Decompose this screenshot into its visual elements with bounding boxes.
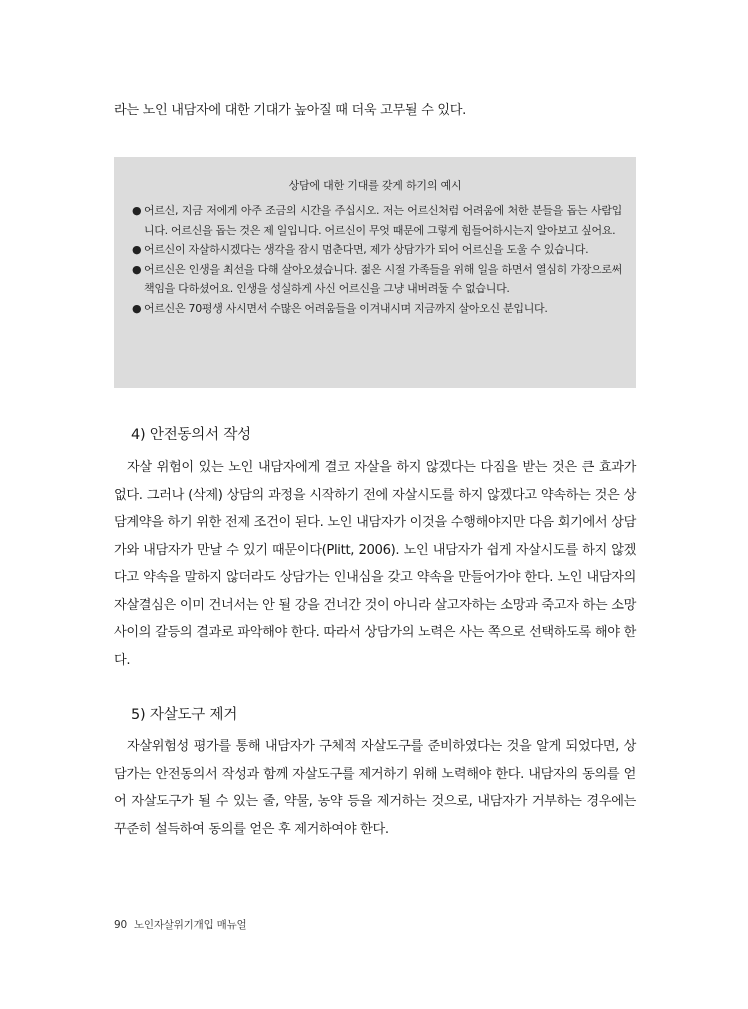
example-item-text: 어르신은 70평생 사시면서 수많은 어려움들을 이겨내시며 지금까지 살아오신 분입니다.	[144, 301, 548, 315]
example-item	[132, 201, 622, 240]
bullet-icon: ●	[132, 243, 142, 256]
example-item-text: 어르신은 인생을 최선을 다해 살아오셨습니다. 젊은 시절 가족들을 위해 일을 하면서 열심히 가장으로써 책임을 다하셨어요. 인생을 성실하게 사신 어르신을 그냥 내버려둘 수 없습니다.	[144, 262, 622, 295]
example-item-text: 어르신이 자살하시겠다는 생각을 잠시 멈춘다면, 제가 상담가가 되어 어르신을 도울 수 있습니다.	[144, 243, 589, 256]
intro-paragraph: 라는 노인 내담자에 대한 기대가 높아질 때 더욱 고무될 수 있다.	[114, 103, 466, 118]
section-body-safety-agreement: 자살 위험이 있는 노인 내담자에게 결코 자살을 하지 않겠다는 다짐을 받는 것은 큰 효과가 없다. 그러나 (삭제) 상담의 과정을 시작하기 전에 자살시도를 하지 않겠다고 약속하는 것은 상담계약을 하기 위한 전제 조건이 된다. 노인 내담자가 이것을 수행해야지만 다음 회기에서 상담가와 내담자가 만날 수 있기 때문이다(Plitt, 2006). 노인 내담자가 쉽게 자살시도를 하지 않겠다고 약속을 말하지 않더라도 상담가는 인내심을 갖고 약속을 만들어가야 한다. 노인 내담자의 자살결심은 이미 건너서는 안 될 강을 건너간 것이 아니라 살고자하는 소망과 죽고자 하는 소망 사이의 갈등의 결과로 파악해야 한다. 따라서 상담가의 노력은 사는 쪽으로 선택하도록 해야 한다.	[114, 460, 636, 668]
example-item	[132, 240, 622, 260]
bullet-icon: ●	[132, 301, 142, 315]
example-list	[132, 201, 622, 318]
example-box	[114, 157, 636, 388]
example-item	[132, 299, 622, 319]
section-body-means-removal: 자살위험성 평가를 통해 내담자가 구체적 자살도구를 준비하였다는 것을 알게 되었다면, 상담가는 안전동의서 작성과 함께 자살도구를 제거하기 위해 노력해야 한다. 내담자의 동의를 얻어 자살도구가 될 수 있는 줄, 약물, 농약 등을 제거하는 것으로, 내담자가 거부하는 경우에는 꾸준히 설득하여 동의를 얻은 후 제거하여야 한다.	[114, 739, 636, 837]
section-heading-safety-agreement: 4) 안전동의서 작성	[131, 427, 251, 443]
section-heading-means-removal: 5) 자살도구 제거	[131, 707, 238, 723]
example-item-text: 어르신, 지금 저에게 아주 조금의 시간을 주십시오. 저는 어르신처럼 어려움에 처한 분들을 돕는 사람입니다. 어르신을 돕는 것은 제 일입니다. 어르신이 무엇 때문에 그렇게 힘들어하시는지 알아보고 싶어요.	[144, 204, 622, 237]
page-footer	[114, 917, 246, 932]
book-title: 노인자살위기개입 매뉴얼	[133, 919, 247, 931]
bullet-icon: ●	[132, 262, 142, 276]
bullet-icon: ●	[132, 204, 142, 217]
page-number: 90	[114, 919, 127, 931]
example-box-title: 상담에 대한 기대를 갖게 하기의 예시	[288, 179, 462, 192]
example-item	[132, 260, 622, 299]
